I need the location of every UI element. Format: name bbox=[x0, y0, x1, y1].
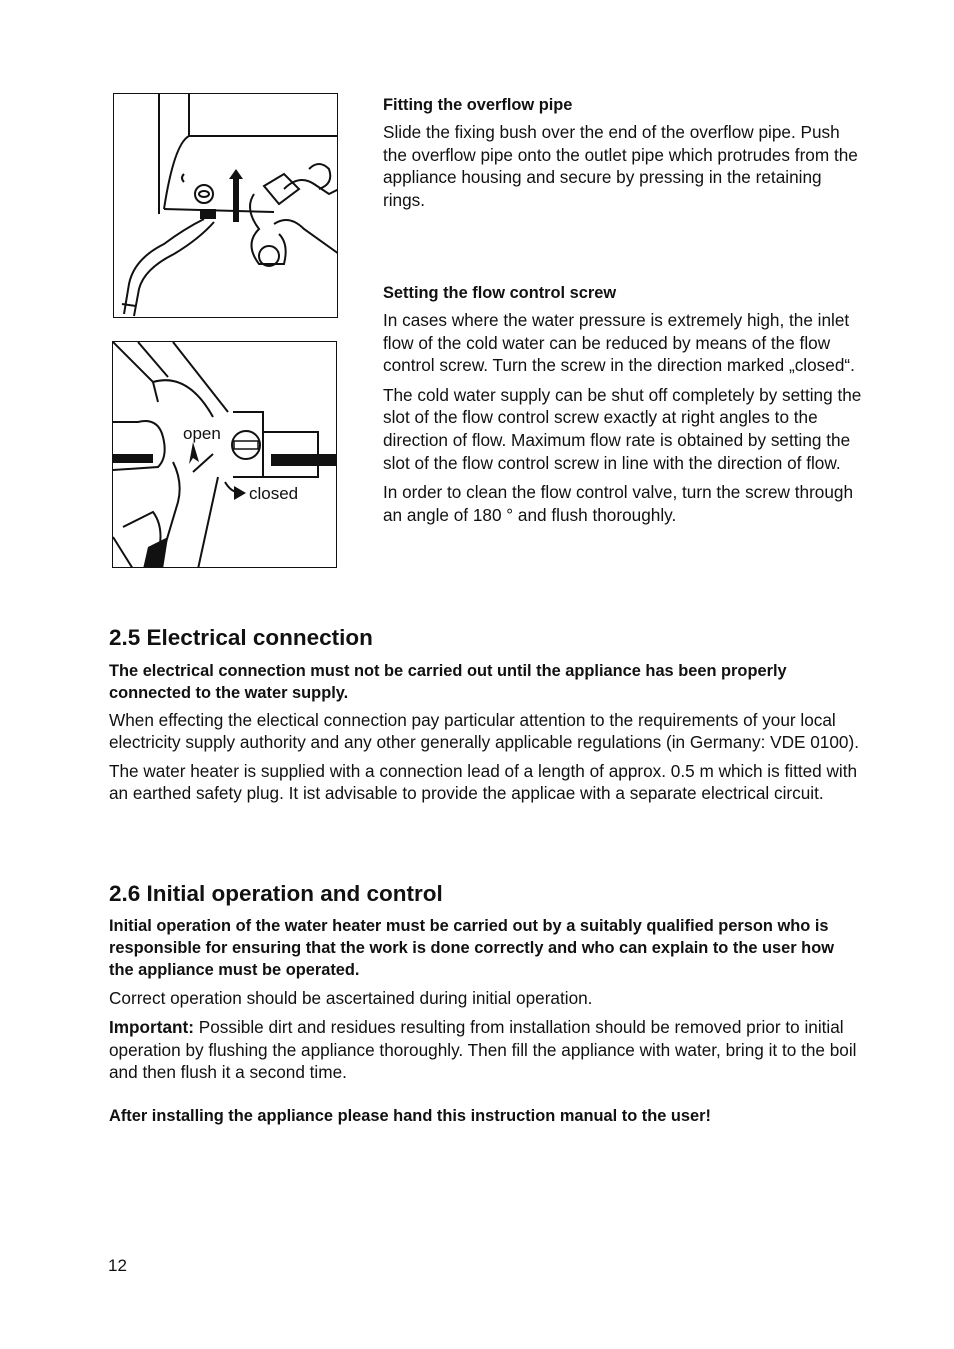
overflow-body: Slide the fixing bush over the end of the overflow pipe. Push the overflow pipe onto the outlet pipe which protrudes from the appliance housing and secure by pressing in the retaining rings. bbox=[383, 122, 858, 210]
final-instruction: After installing the appliance please hand this instruction manual to the user! bbox=[109, 1106, 711, 1125]
initial-warning: Initial operation of the water heater must be carried out by a suitably qualified person who is responsible for ensuring that the work is done correctly and who can explain to the user how the appliance must be operated. bbox=[109, 917, 834, 979]
flow-control-figure bbox=[112, 341, 337, 568]
page-number: 12 bbox=[108, 1256, 127, 1275]
overflow-pipe-figure bbox=[113, 93, 338, 318]
closed-label: closed bbox=[249, 484, 299, 503]
initial-heading: 2.6 Initial operation and control bbox=[109, 881, 443, 906]
flow-control-drawing bbox=[113, 342, 337, 568]
flow-paragraph-2: The cold water supply can be shut off completely by setting the slot of the flow control screw exactly at right angles to the direction of flow. Maximum flow rate is obtained by setting the slot of the flow control screw in line with the direction of flow. bbox=[383, 384, 862, 473]
initial-paragraph-2 bbox=[109, 1016, 861, 1083]
initial-paragraph-1: Correct operation should be ascertained during initial operation. bbox=[109, 988, 593, 1008]
flow-paragraph-1: In cases where the water pressure is extremely high, the inlet flow of the cold water can be reduced by means of the flow control screw. Turn the screw in the direction marked „closed“. bbox=[383, 310, 855, 376]
electrical-heading: 2.5 Electrical connection bbox=[109, 625, 373, 650]
open-label: open bbox=[183, 424, 221, 443]
electrical-paragraph-1: When effecting the electical connection pay particular attention to the requirements of your local electricity supply authority and any other generally applicable regulations (in Germany: VDE 0100). bbox=[109, 710, 859, 753]
flow-section bbox=[383, 283, 865, 533]
initial-section bbox=[109, 880, 861, 1127]
flow-heading: Setting the flow control screw bbox=[383, 284, 617, 302]
important-text: Possible dirt and residues resulting from installation should be removed prior to initial operation by flushing the appliance thoroughly. Then fill the appliance with water, bring it to the boil and then flush it a second time. bbox=[109, 1017, 857, 1083]
flow-paragraph-3: In order to clean the flow control valve, turn the screw through an angle of 180 ° and flush thoroughly. bbox=[383, 482, 854, 525]
overflow-heading: Fitting the overflow pipe bbox=[383, 96, 573, 114]
overflow-section bbox=[383, 95, 865, 218]
overflow-pipe-drawing bbox=[114, 94, 338, 318]
electrical-paragraph-2: The water heater is supplied with a connection lead of a length of approx. 0.5 m which is fitted with an earthed safety plug. It ist advisable to provide the applicae with a separate electrical circuit. bbox=[109, 760, 858, 804]
important-label: Important: bbox=[109, 1017, 194, 1038]
electrical-section bbox=[109, 624, 861, 805]
electrical-warning: The electrical connection must not be carried out until the appliance has been properly connected to the water supply. bbox=[109, 662, 787, 702]
